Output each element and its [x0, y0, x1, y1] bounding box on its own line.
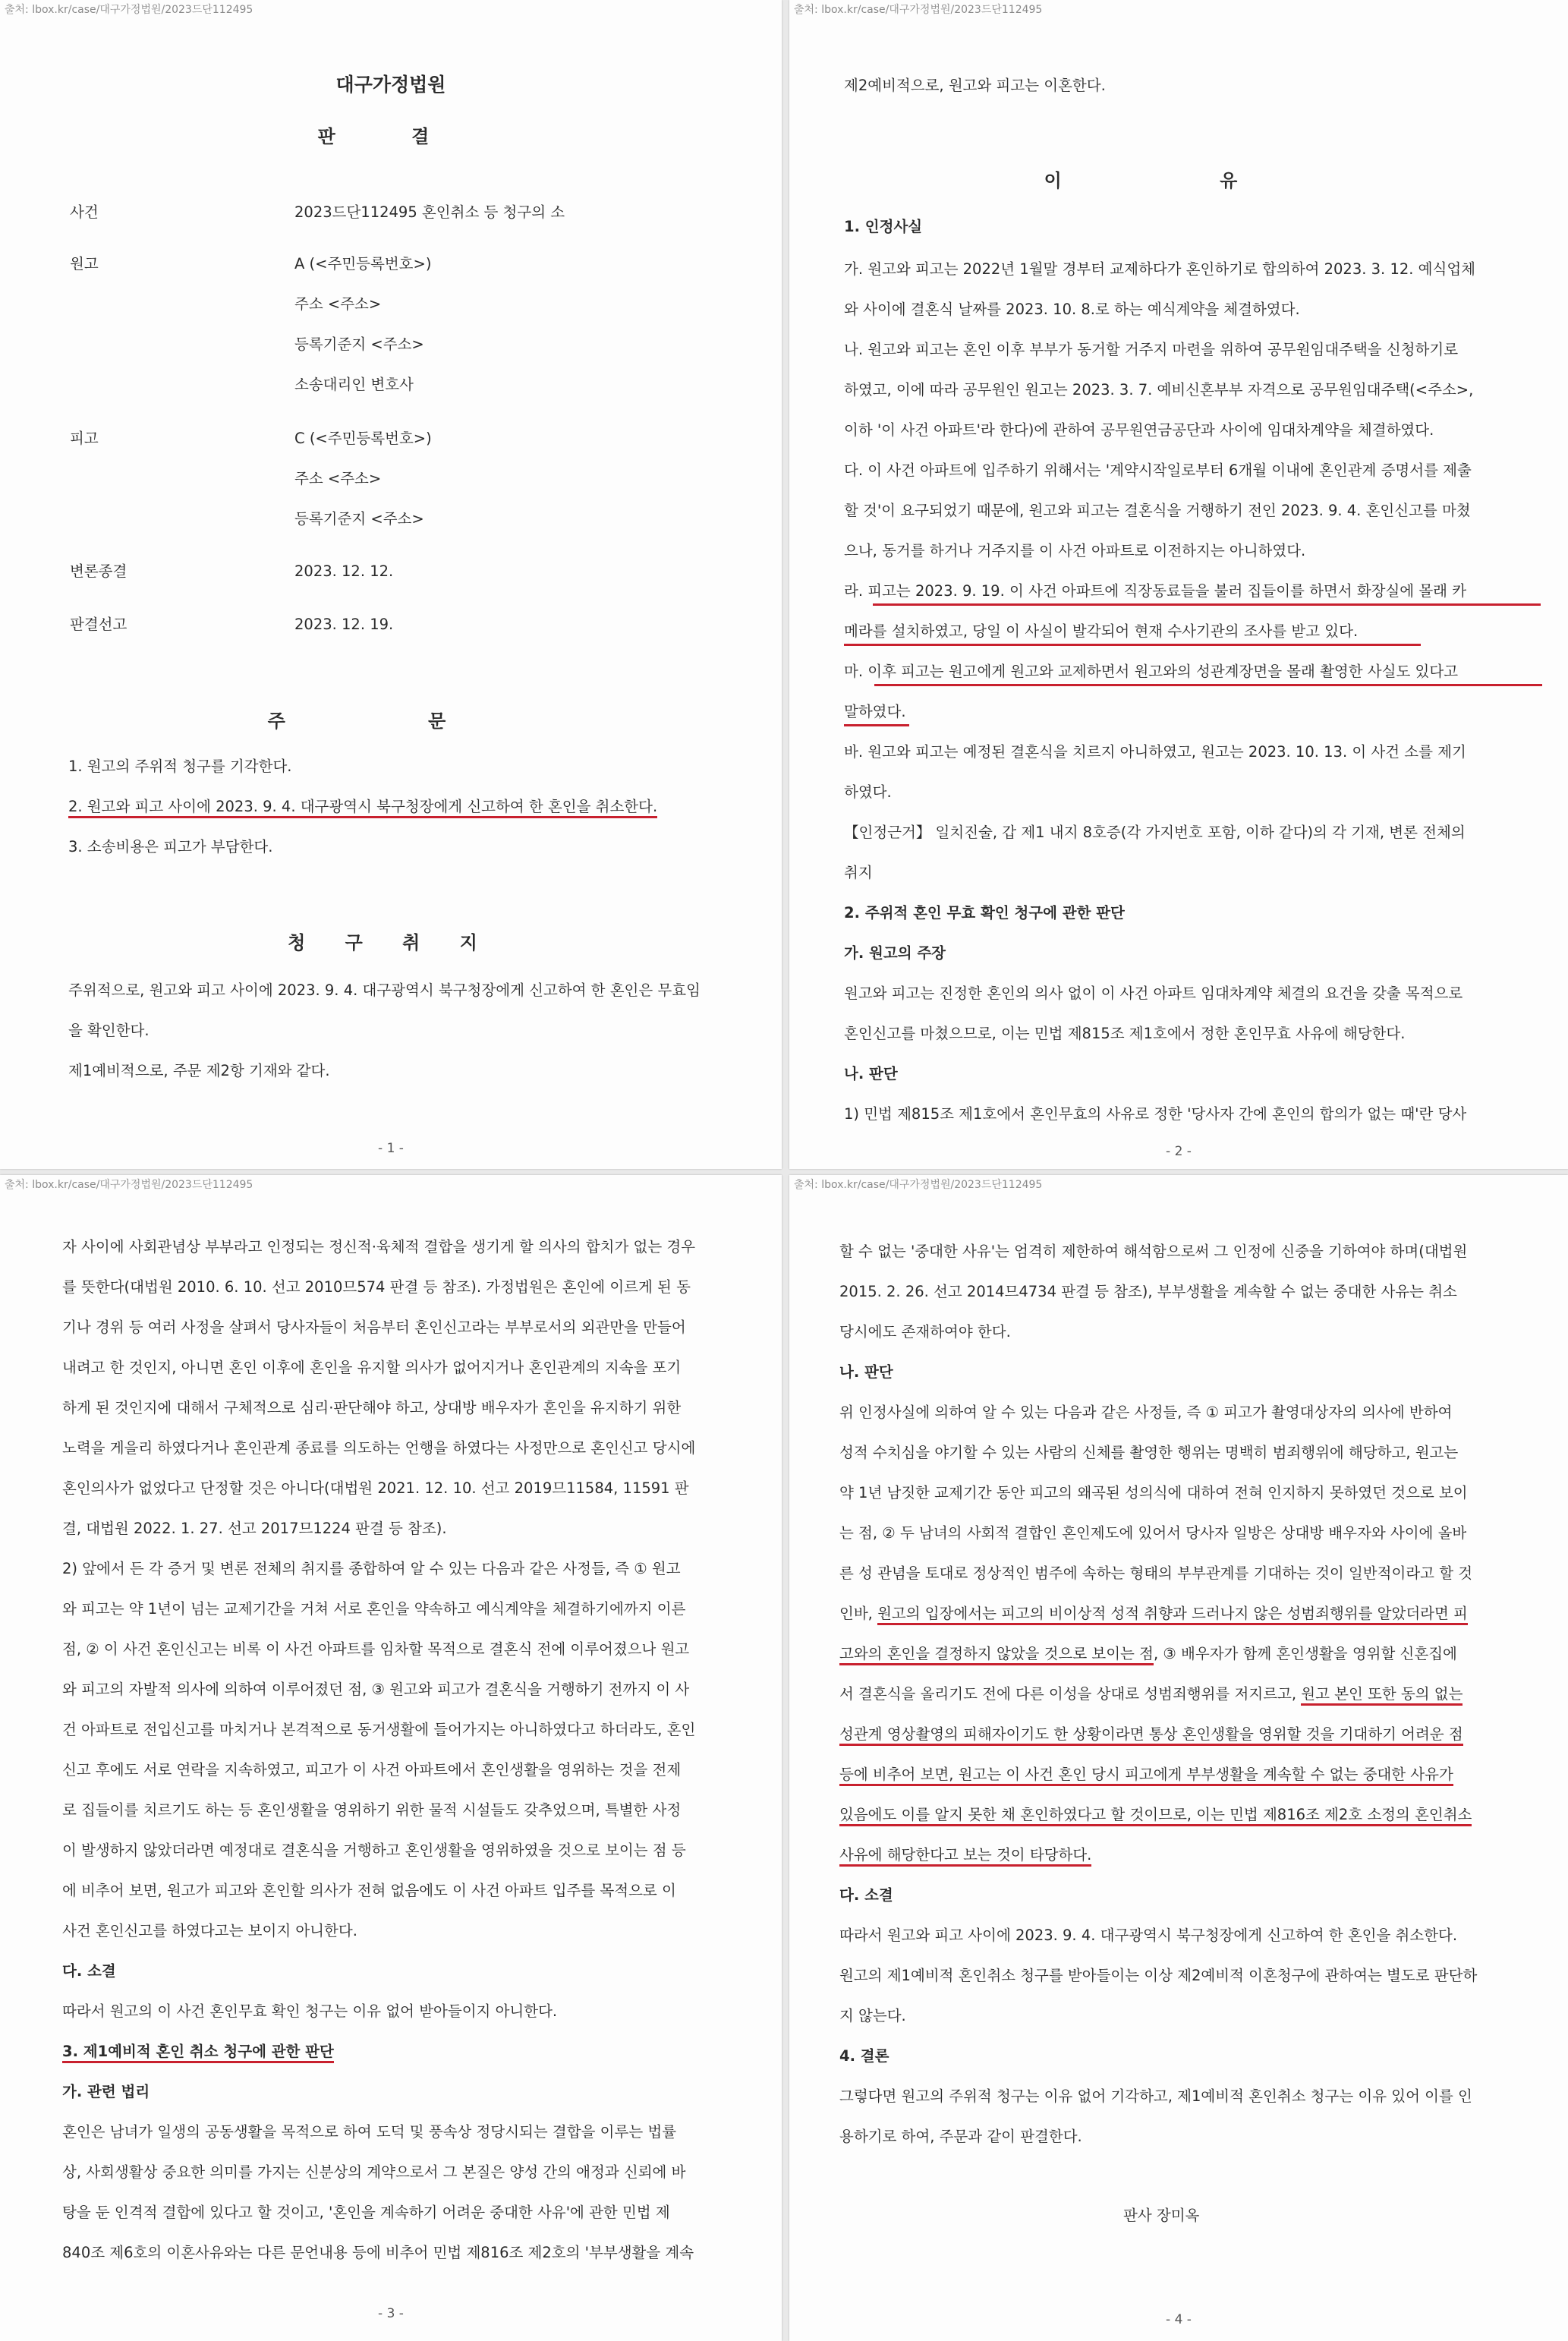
text-line-highlighted [839, 1725, 1463, 1744]
text-line: 용하기로 하여, 주문과 같이 판결한다. [839, 2128, 1082, 2145]
text-line: 당시에도 존재하여야 한다. [839, 1323, 1011, 1341]
page-1 [0, 0, 782, 1169]
order-item-3: 3. 소송비용은 피고가 부담한다. [68, 838, 273, 855]
text-line: 와 피고는 약 1년이 넘는 교제기간을 거쳐 서로 혼인을 약속하고 예식계약을 체결하기에까지 이른 [62, 1600, 686, 1618]
order-item-2 [68, 797, 657, 817]
text-line-highlighted: 메라를 설치하였고, 당일 이 사실이 발각되어 현재 수사기관의 조사를 받고 있다. [844, 622, 1359, 640]
text-line: 와 피고의 자발적 의사에 의하여 이루어졌던 점, ③ 원고와 피고가 결혼식을 거행하기 전까지 이 사 [62, 1681, 690, 1698]
text-line-highlighted [839, 1845, 1091, 1865]
text-line: 이하 '이 사건 아파트'라 한다)에 관하여 공무원연금공단과 사이에 임대차계약을 체결하였다. [844, 421, 1434, 439]
text-line-highlighted: 라. 피고는 2023. 9. 19. 이 사건 아파트에 직장동료들을 불러 집들이를 하면서 화장실에 몰래 카 [844, 582, 1467, 600]
text-segment-highlighted: 등에 비추어 보면, 원고는 이 사건 혼인 당시 피고에게 부부생활을 계속할 수 없는 중대한 사유가 [839, 1766, 1453, 1786]
text-line: 제2예비적으로, 원고와 피고는 이혼한다. [844, 77, 1106, 94]
text-line: 위 인정사실에 의하여 알 수 있는 다음과 같은 사정들, 즉 ① 피고가 촬영대상자의 의사에 반하여 [839, 1404, 1453, 1421]
subsection-heading: 가. 원고의 주장 [844, 944, 946, 962]
text-line: 할 것'이 요구되었기 때문에, 원고와 피고는 결혼식을 거행하기 전인 2023. 9. 4. 혼인신고를 마쳤 [844, 502, 1471, 519]
page-2 [789, 0, 1568, 1169]
text-line-highlighted [839, 1765, 1453, 1785]
red-underline [844, 724, 909, 726]
text-line: 바. 원고와 피고는 예정된 결혼식을 치르지 아니하였고, 원고는 2023. 10. 13. 이 사건 소를 제기 [844, 743, 1466, 761]
text-segment-highlighted: 성관계 영상촬영의 피해자이기도 한 상황이라면 통상 혼인생활을 영위할 것을 기대하기 어려운 점 [839, 1725, 1463, 1746]
page-number: - 3 - [378, 2306, 404, 2321]
subsection-heading: 나. 판단 [844, 1065, 898, 1082]
red-underline [873, 603, 1541, 606]
text-line [839, 1644, 1457, 1664]
text-line: 에 비추어 보면, 원고가 피고와 혼인할 의사가 전혀 없음에도 이 사건 아파트 입주를 목적으로 이 [62, 1882, 676, 1899]
defendant-value: C (<주민등록번호>) [294, 430, 432, 447]
order-item-2-highlight: 2. 원고와 피고 사이에 2023. 9. 4. 대구광역시 북구청장에게 신고하여 한 혼인을 취소한다. [68, 798, 657, 818]
text-line: 가. 원고와 피고는 2022년 1월말 경부터 교제하다가 혼인하기로 합의하여 2023. 3. 12. 예식업체 [844, 260, 1476, 278]
text-line: 혼인의사가 없었다고 단정할 것은 아니다(대법원 2021. 12. 10. 선고 2019므11584, 11591 판 [62, 1479, 689, 1497]
text-line: 원고와 피고는 진정한 혼인의 의사 없이 이 사건 아파트 임대차계약 체결의 요건을 갖출 목적으로 [844, 985, 1463, 1002]
text-line: 하였고, 이에 따라 공무원인 원고는 2023. 3. 7. 예비신혼부부 자격으로 공무원임대주택(<주소>, [844, 381, 1474, 399]
defendant-label: 피고 [70, 430, 99, 447]
section-heading-4: 4. 결론 [839, 2047, 889, 2065]
text-line: 따라서 원고의 이 사건 혼인무효 확인 청구는 이유 없어 받아들이지 아니한다. [62, 2002, 558, 2020]
claim-title: 청 구 취 지 [288, 932, 494, 953]
plaintiff-lawyer: 소송대리인 변호사 [294, 376, 414, 393]
judge-signature: 판사 장미옥 [1123, 2207, 1200, 2224]
text-line: 나. 원고와 피고는 혼인 이후 부부가 동거할 거주지 마련을 위하여 공무원임대주택을 신청하기로 [844, 341, 1459, 358]
document-type: 판 결 [317, 126, 464, 147]
source-label: 출처: lbox.kr/case/대구가정법원/2023드단112495 [5, 4, 253, 16]
case-label: 사건 [70, 203, 99, 221]
text-line: 성적 수치심을 야기할 수 있는 사람의 신체를 촬영한 행위는 명백히 범죄행위에 해당하고, 원고는 [839, 1444, 1459, 1461]
text-line: 2) 앞에서 든 각 증거 및 변론 전체의 취지를 종합하여 알 수 있는 다음과 같은 사정들, 즉 ① 원고 [62, 1560, 681, 1577]
order-title: 주 문 [267, 710, 515, 732]
text-line: 따라서 원고와 피고 사이에 2023. 9. 4. 대구광역시 북구청장에게 신고하여 한 혼인을 취소한다. [839, 1927, 1458, 1944]
text-line: 내려고 한 것인지, 아니면 혼인 이후에 혼인을 유지할 의사가 없어지거나 혼인관계의 지속을 포기 [62, 1359, 682, 1376]
text-segment-highlighted: 있음에도 이를 알지 못한 채 혼인하였다고 할 것이므로, 이는 민법 제816조 제2호 소정의 혼인취소 [839, 1806, 1472, 1826]
section-heading-2: 2. 주위적 혼인 무효 확인 청구에 관한 판단 [844, 904, 1125, 922]
text-line: 상, 사회생활상 중요한 의미를 가지는 신분상의 계약으로서 그 본질은 양성 간의 애정과 신뢰에 바 [62, 2163, 686, 2181]
text-segment: , ③ 배우자가 함께 혼인생활을 영위할 신혼집에 [1153, 1645, 1457, 1662]
text-line: 를 뜻한다(대법원 2010. 6. 10. 선고 2010므574 판결 등 참조). 가정법원은 혼인에 이르게 된 동 [62, 1278, 691, 1296]
section-heading-3 [62, 2042, 334, 2062]
text-segment-highlighted: 고와의 혼인을 결정하지 않았을 것으로 보이는 점 [839, 1645, 1154, 1665]
text-line: 신고 후에도 서로 연락을 지속하였고, 피고가 이 사건 아파트에서 혼인생활을 영위하는 것을 전제 [62, 1761, 682, 1779]
text-line: 원고의 제1예비적 혼인취소 청구를 받아들이는 이상 제2예비적 이혼청구에 관하여는 별도로 판단하 [839, 1967, 1478, 1984]
text-segment: 인바, [839, 1605, 878, 1622]
text-line: 와 사이에 결혼식 날짜를 2023. 10. 8.로 하는 예식계약을 체결하였다. [844, 301, 1300, 318]
text-line: 이 발생하지 않았더라면 예정대로 결혼식을 거행하고 혼인생활을 영위하였을 것으로 보이는 점 등 [62, 1842, 686, 1859]
text-line: 2015. 2. 26. 선고 2014므4734 판결 등 참조), 부부생활을 계속할 수 없는 중대한 사유는 취소 [839, 1283, 1457, 1300]
text-line-highlighted [839, 1805, 1472, 1825]
defendant-address: 주소 <주소> [294, 470, 382, 487]
claim-line-1: 주위적으로, 원고와 피고 사이에 2023. 9. 4. 대구광역시 북구청장에게 신고하여 한 혼인은 무효임 [68, 981, 701, 999]
source-label: 출처: lbox.kr/case/대구가정법원/2023드단112495 [794, 1179, 1043, 1191]
subsection-heading: 다. 소결 [839, 1886, 893, 1904]
text-line: 할 수 없는 '중대한 사유'는 엄격히 제한하여 해석함으로써 그 인정에 신중을 기하여야 하며(대법원 [839, 1243, 1468, 1260]
section-heading-1: 1. 인정사실 [844, 218, 923, 235]
page-number: - 1 - [378, 1141, 404, 1156]
closing-label: 변론종결 [70, 562, 128, 580]
claim-line-3: 제1예비적으로, 주문 제2항 기재와 같다. [68, 1062, 330, 1079]
text-line: 결, 대법원 2022. 1. 27. 선고 2017므1224 판결 등 참조). [62, 1520, 447, 1537]
text-line: 하게 된 것인지에 대해서 구체적으로 심리·판단해야 하고, 상대방 배우자가 혼인을 유지하기 위한 [62, 1399, 682, 1416]
page-number: - 2 - [1166, 1144, 1192, 1159]
text-line: 으나, 동거를 하거나 거주지를 이 사건 아파트로 이전하지는 아니하였다. [844, 542, 1306, 559]
plaintiff-value: A (<주민등록번호>) [294, 255, 432, 273]
text-line: 자 사이에 사회관념상 부부라고 인정되는 정신적·육체적 결합을 생기게 할 의사의 합치가 없는 경우 [62, 1238, 696, 1256]
text-line: 기나 경위 등 여러 사정을 살펴서 당사자들이 처음부터 혼인신고라는 부부로서의 외관만을 만들어 [62, 1319, 686, 1336]
red-underline [874, 684, 1542, 686]
text-line: 하였다. [844, 783, 892, 801]
text-line: 사건 혼인신고를 하였다고는 보이지 아니한다. [62, 1922, 357, 1939]
text-line: 른 성 관념을 토대로 정상적인 범주에 속하는 형태의 부부관계를 기대하는 것이 일반적이라고 할 것 [839, 1564, 1473, 1582]
text-line [839, 1684, 1463, 1704]
text-line: 혼인신고를 마쳤으므로, 이는 민법 제815조 제1호에서 정한 혼인무효 사유에 해당한다. [844, 1025, 1406, 1042]
text-line: 약 1년 남짓한 교제기간 동안 피고의 왜곡된 성의식에 대하여 전혀 인지하지 못하였던 것으로 보이 [839, 1484, 1468, 1501]
text-line [839, 1604, 1468, 1624]
plaintiff-registration: 등록기준지 <주소> [294, 336, 424, 353]
text-line: 혼인은 남녀가 일생의 공동생활을 목적으로 하여 도덕 및 풍속상 정당시되는 결합을 이루는 법률 [62, 2123, 677, 2141]
text-line: 는 점, ② 두 남녀의 사회적 결합인 혼인제도에 있어서 당사자 일방은 상대방 배우자와 사이에 올바 [839, 1524, 1467, 1542]
text-line: 건 아파트로 전입신고를 마치거나 본격적으로 동거생활에 들어가지는 아니하였다고 하더라도, 혼인 [62, 1721, 696, 1738]
text-segment: 서 결혼식을 올리기도 전에 다른 이성을 상대로 성범죄행위를 저지르고, [839, 1685, 1302, 1703]
text-segment-highlighted: 원고 본인 또한 동의 없는 [1301, 1685, 1463, 1706]
ruling-date: 2023. 12. 19. [294, 616, 394, 633]
claim-line-2: 을 확인한다. [68, 1022, 150, 1039]
ruling-label: 판결선고 [70, 616, 128, 633]
text-line: 【인정근거】 일치진술, 갑 제1 내지 8호증(각 가지번호 포함, 이하 같다)의 각 기재, 변론 전체의 [844, 824, 1466, 841]
text-line: 점, ② 이 사건 혼인신고는 비록 이 사건 아파트를 임차할 목적으로 결혼식 전에 이루어졌으나 원고 [62, 1640, 690, 1658]
order-item-1: 1. 원고의 주위적 청구를 기각한다. [68, 758, 292, 775]
text-line: 다. 이 사건 아파트에 입주하기 위해서는 '계약시작일로부터 6개월 이내에 혼인관계 증명서를 제출 [844, 462, 1472, 479]
closing-date: 2023. 12. 12. [294, 562, 394, 580]
plaintiff-address: 주소 <주소> [294, 295, 382, 313]
subsection-heading: 나. 판단 [839, 1363, 893, 1381]
page-number: - 4 - [1166, 2312, 1192, 2327]
text-line: 840조 제6호의 이혼사유와는 다른 문언내용 등에 비추어 민법 제816조 제2호의 '부부생활을 계속 [62, 2244, 694, 2261]
text-line: 취지 [844, 864, 873, 881]
subsection-heading: 다. 소결 [62, 1962, 116, 1980]
text-line-highlighted: 마. 이후 피고는 원고에게 원고와 교제하면서 원고와의 성관계장면을 몰래 촬영한 사실도 있다고 [844, 663, 1459, 680]
page-4 [789, 1175, 1568, 2341]
court-name: 대구가정법원 [335, 74, 446, 96]
text-line: 1) 민법 제815조 제1호에서 혼인무효의 사유로 정한 '당사자 간에 혼인의 합의가 없는 때'란 당사 [844, 1105, 1467, 1123]
red-underline [844, 644, 1421, 646]
text-segment-highlighted: 사유에 해당한다고 보는 것이 타당하다. [839, 1846, 1091, 1867]
source-label: 출처: lbox.kr/case/대구가정법원/2023드단112495 [5, 1179, 253, 1191]
subsection-heading: 가. 관련 법리 [62, 2083, 150, 2100]
text-line: 지 않는다. [839, 2007, 906, 2024]
plaintiff-label: 원고 [70, 255, 99, 273]
defendant-registration: 등록기준지 <주소> [294, 510, 424, 528]
text-line: 로 집들이를 치르기도 하는 등 혼인생활을 영위하기 위한 물적 시설들도 갖추었으며, 특별한 사정 [62, 1801, 682, 1819]
reason-title: 이 유 [1044, 170, 1314, 191]
case-value: 2023드단112495 혼인취소 등 청구의 소 [294, 203, 565, 221]
text-segment-highlighted: 원고의 입장에서는 피고의 비이상적 성적 취향과 드러나지 않은 성범죄행위를 알았더라면 피 [877, 1605, 1468, 1625]
section-heading-3-highlight: 3. 제1예비적 혼인 취소 청구에 관한 판단 [62, 2043, 334, 2063]
source-label: 출처: lbox.kr/case/대구가정법원/2023드단112495 [794, 4, 1043, 16]
text-line: 그렇다면 원고의 주위적 청구는 이유 없어 기각하고, 제1예비적 혼인취소 청구는 이유 있어 이를 인 [839, 2087, 1472, 2105]
text-line: 탕을 둔 인격적 결합에 있다고 할 것이고, '혼인을 계속하기 어려운 중대한 사유'에 관한 민법 제 [62, 2204, 670, 2221]
text-line-highlighted: 말하였다. [844, 703, 906, 720]
page-3 [0, 1175, 782, 2341]
text-line: 노력을 게을리 하였다거나 혼인관계 종료를 의도하는 언행을 하였다는 사정만으로 혼인신고 당시에 [62, 1439, 696, 1457]
